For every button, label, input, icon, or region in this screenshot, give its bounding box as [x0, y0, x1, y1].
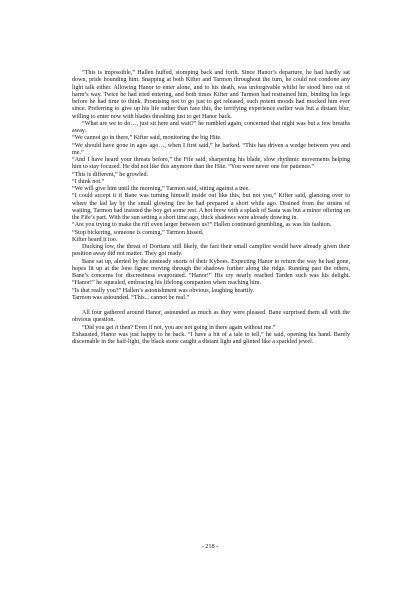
- page-number: - 218 -: [201, 543, 219, 550]
- paragraph: “Did you get it then? Even if not, you are not going in there again without me.”: [82, 324, 276, 331]
- paragraph: “We should have gone in ages ago…, when I first said,” he barked. “This has driven a wedge between you and me.”: [72, 142, 350, 156]
- paragraph: “This is impossible,” Hallen huffed, stomping back and forth. Since Hanor’s departure, he had hardly sat down, pride hounding him. Snapping at both Kifter and Tarmon throughout the turn, he could not condone any light talk either. Allowing Hanor to enter alone, and to his death, was unforgivable whilst he stood here out of harm’s way. Twice he had tried entering, and both times Kifter and Tarmon had restrained him, binding his legs before he had time to think. Promising not to go just to get released, such potent moods had mocked him ever since. Preferring to give up his life rather than face this, the terrifying experience earlier was but a distant blur, willing to enter now with blades thrashing just to get Hanor back.: [72, 70, 350, 120]
- paragraph: “Is that really you?” Hallen’s astonishment was obvious, laughing heartily.: [72, 287, 255, 294]
- paragraph: “We will give him until the morning,” Tarmon said, sitting against a tree.: [72, 186, 250, 192]
- paragraph: Ducking low, the threat of Dortians still likely, the fact their small campfire would have already given their position away did not matter. They got ready.: [72, 244, 350, 258]
- paragraph: “We cannot go in there,” Kifter said, monitoring the big Hite.: [72, 135, 222, 142]
- paragraph: Bane sat up, alerted by the unsteady snorts of their Kyboes. Expecting Hanor to return the way he had gone, hopes lit up at the lone figure moving through the shadows further along the ridge. Running past the others, Bane’s concerns for discreetness evaporated. “Hanor!” His cry nearly reached Tarden such was his delight. “Hanor!” he squealed, embracing his lifelong companion when reaching him.: [72, 258, 350, 287]
- paragraph: “Are you trying to make the rift even larger between us?” Hallen continued grumbling, as was his fashion.: [72, 222, 332, 229]
- section-gap: [72, 302, 350, 310]
- paragraph: Exhausted, Hanor was just happy to be back. “I have a bit of a tale to tell,” he said, opening his hand. Barely discernable in the half-light, the black stone caught a distant light and glinted like a sparkled jewel.: [72, 331, 350, 345]
- paragraph: Kifter heard it too.: [72, 236, 118, 243]
- paragraph: “This is different,” he growled.: [72, 171, 149, 178]
- paragraph: “I think not.”: [72, 178, 105, 185]
- paragraph: Tarmon was astounded. “This... cannot be real.”: [72, 294, 190, 301]
- paragraph: All four gathered around Hanor, astounded as much as they were pleased. Bane surprised them all with the obvious question.: [72, 310, 350, 324]
- paragraph: “What are we to do…, just sit here and wait?” he rumbled again, concerned that night was but a few breaths away.: [72, 120, 350, 134]
- paragraph: “I could accept it if Bane was turning himself inside out like this, but not you,” Kifter said, glancing over to where the lad lay by the small glowing fire he had prepared a short while ago. Drained from the strains of waiting, Tarmon had insisted the boy get some rest. A hot brew with a splash of Sasta was but a minor offering on the Fife’s part. With the sun setting a short time ago, thick shadows were already drawing in.: [72, 193, 350, 221]
- emphasis: it: [115, 324, 119, 331]
- paragraph: “Stop bickering, someone is coming,” Tarmon hissed.: [72, 229, 204, 236]
- paragraph: “And I have heard your threats before,” the Fife said, sharpening his blade, slow rhythmic movements helping him to stay focused. He did not like this anymore than the Hite. “You were never one for patience.”: [72, 157, 350, 171]
- body-text: [72, 70, 350, 346]
